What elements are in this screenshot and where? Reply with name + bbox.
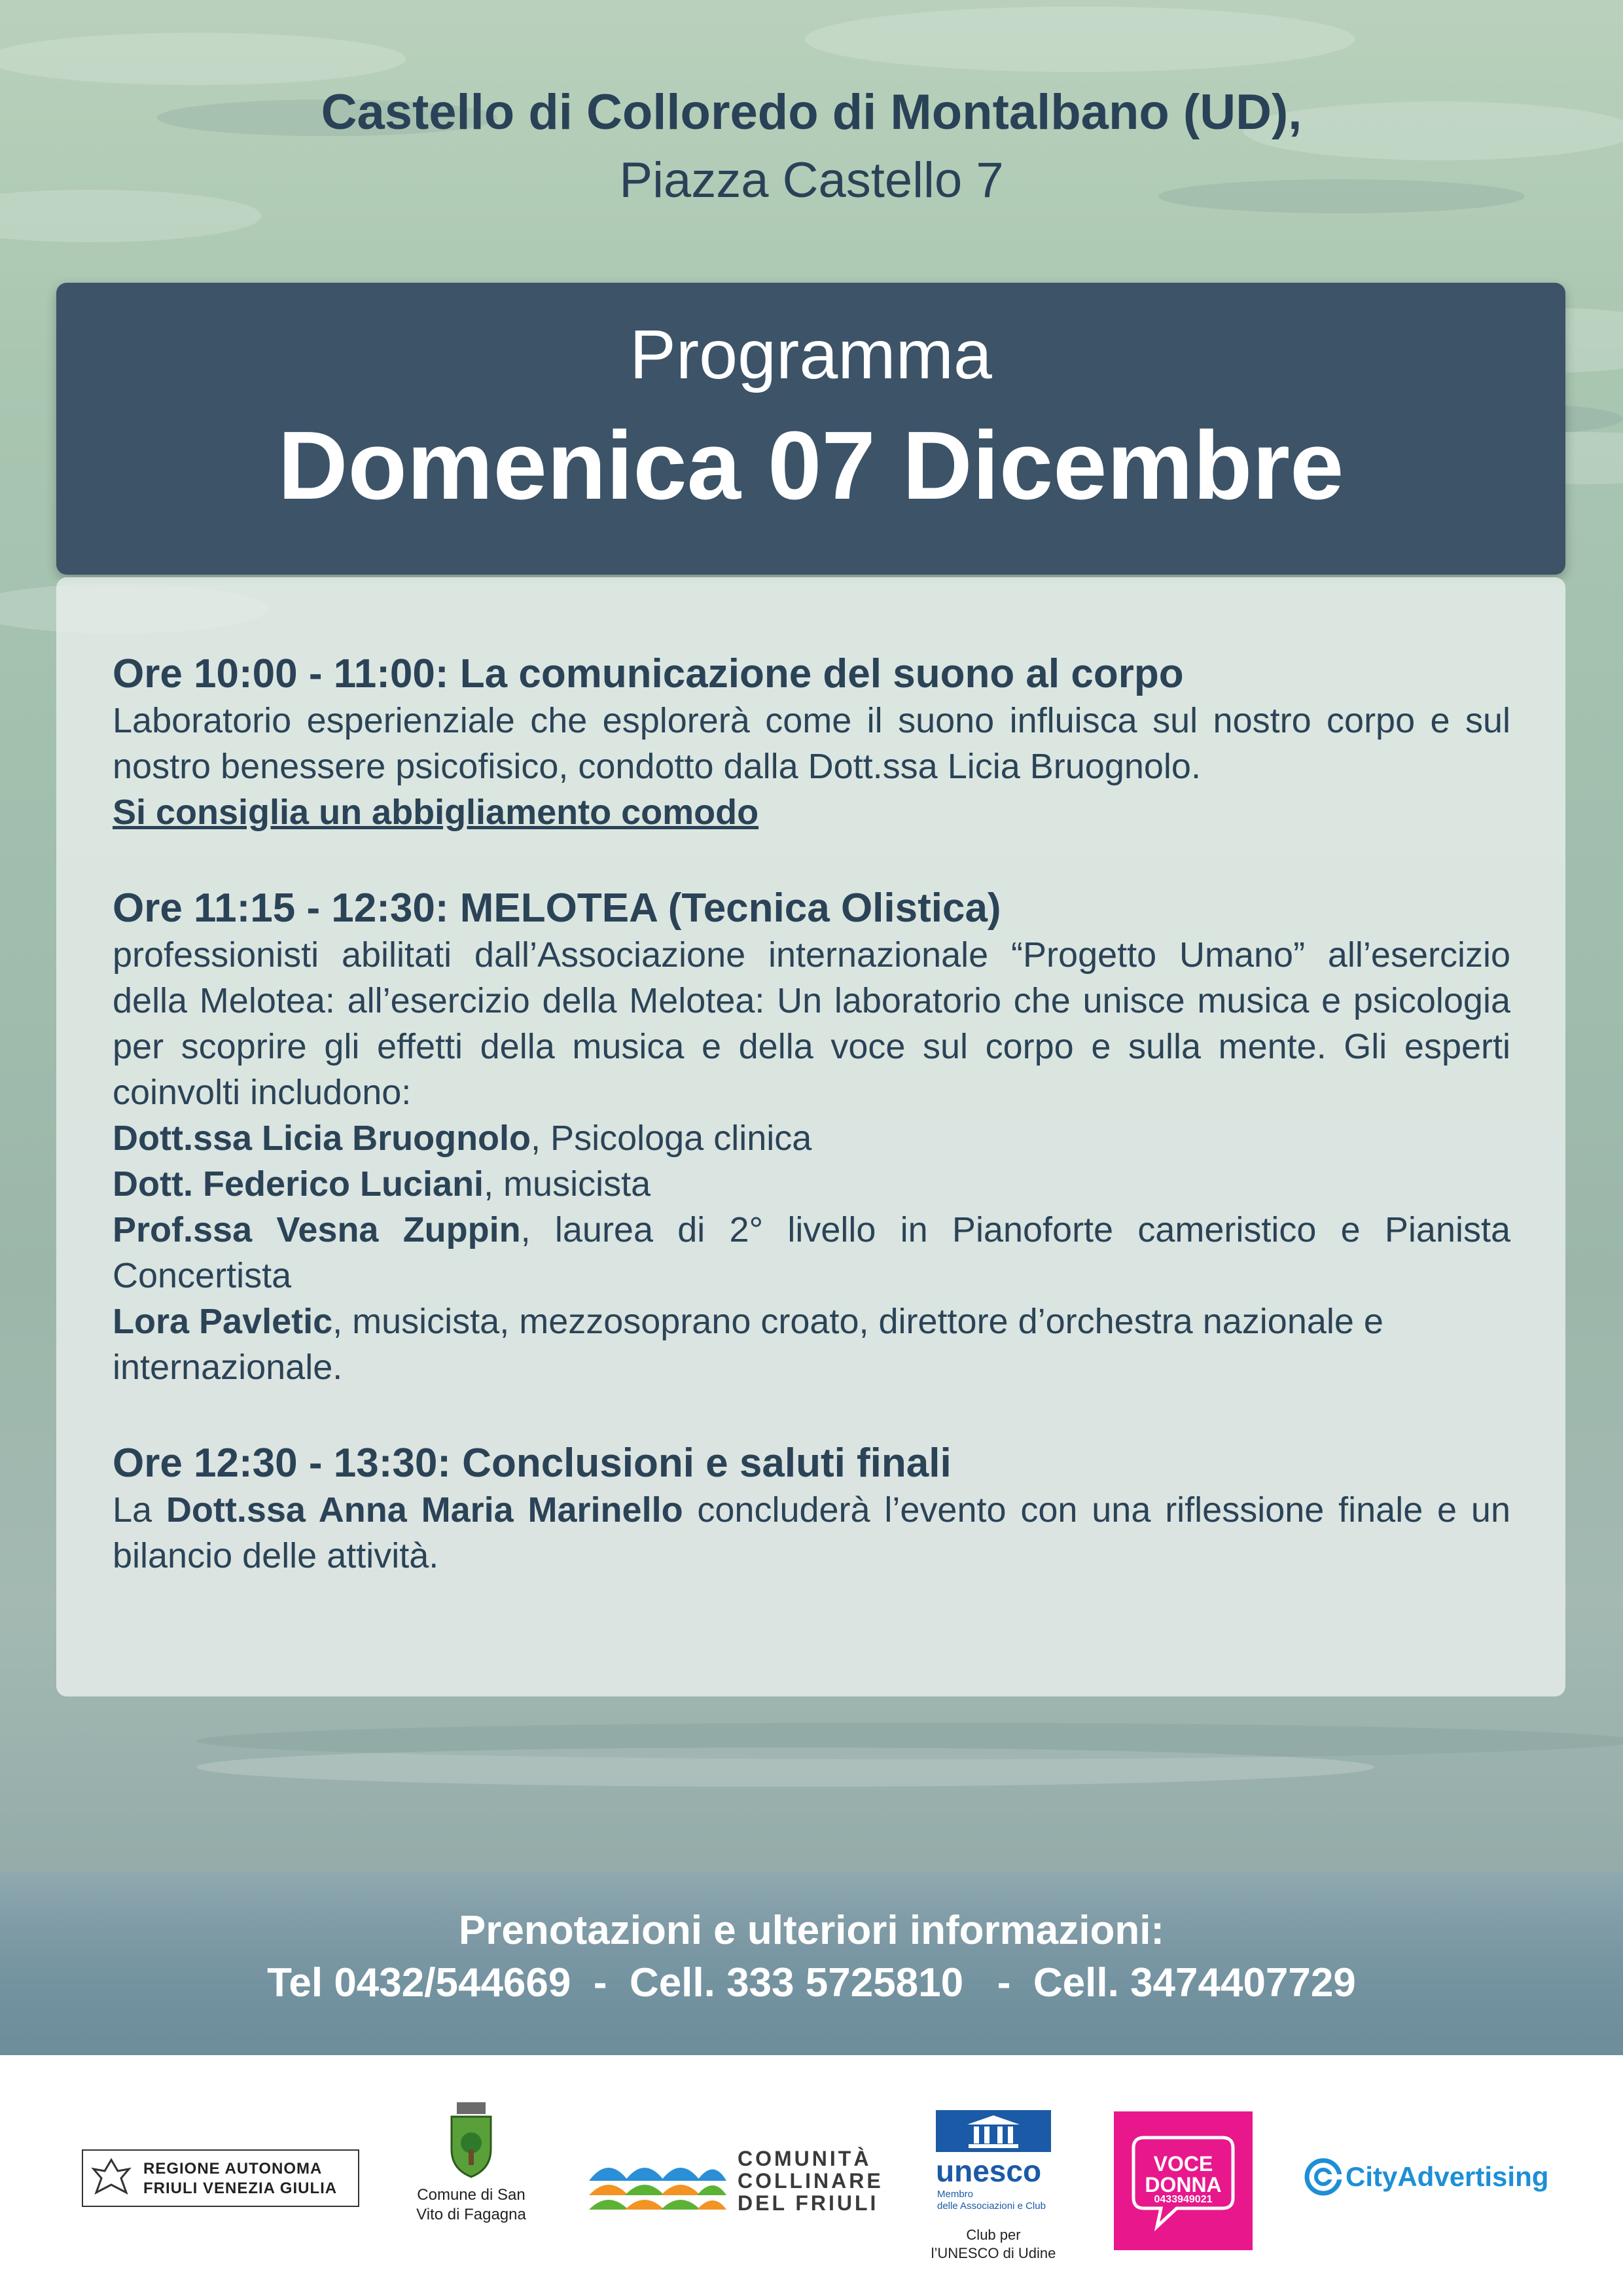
comune-logo	[399, 2097, 543, 2241]
unesco-logo	[921, 2110, 1065, 2274]
unesco-name: unesco	[936, 2154, 1042, 2188]
program-panel	[56, 577, 1565, 1696]
eagle-icon	[88, 2155, 134, 2200]
expert-2-role: , musicista	[484, 1164, 651, 1204]
voce-donna-line1: VOCE	[1153, 2152, 1213, 2176]
expert-1	[113, 1115, 1510, 1161]
session-3-text-before: La	[113, 1490, 166, 1530]
session-3-description	[113, 1487, 1510, 1579]
expert-4	[113, 1299, 1510, 1390]
booking-phones: Tel 0432/544669 - Cell. 333 5725810 - Cell. 3474407729	[267, 1960, 1356, 2005]
session-3-title: Ore 12:30 - 13:30: Conclusioni e saluti finali	[113, 1441, 952, 1486]
event-date: Domenica 07 Dicembre	[277, 412, 1344, 520]
session-2-title: Ore 11:15 - 12:30: MELOTEA (Tecnica Olistica)	[113, 886, 1001, 931]
comune-caption-1: Comune di San	[417, 2186, 526, 2204]
regione-line1: REGIONE AUTONOMA	[143, 2160, 323, 2178]
expert-4-name: Lora Pavletic	[113, 1302, 333, 1341]
comunita-line3: DEL FRIULI	[738, 2191, 879, 2215]
session-3-text-after: concluderà l’evento con una riflessione finale e un bilancio delle attività.	[113, 1490, 1510, 1575]
unesco-sub1: Membro	[937, 2189, 974, 2200]
unesco-caption-2: l’UNESCO di Udine	[931, 2245, 1056, 2261]
expert-3-name: Prof.ssa Vesna Zuppin	[113, 1210, 521, 1249]
unesco-caption-1: Club per	[966, 2227, 1021, 2243]
temple-icon	[921, 2110, 1065, 2156]
booking-title: Prenotazioni e ulteriori informazioni:	[458, 1908, 1165, 1953]
session-1-description: Laboratorio esperienziale che esplorerà come il suono influisca sul nostro corpo e sul nostro benessere psicofisico, condotto dalla Dott.ssa Licia Bruognolo.	[113, 701, 1510, 786]
venue-name: Castello di Colloredo di Montalbano (UD),	[321, 84, 1302, 140]
comunita-line2: COLLINARE	[738, 2169, 883, 2193]
expert-3-role: , laurea di 2° livello in Pianoforte cameristico e Pianista Concertista	[113, 1210, 1511, 1295]
program-text	[113, 651, 1510, 1579]
voce-donna-phone: 0433949021	[1154, 2194, 1213, 2205]
expert-1-name: Dott.ssa Licia Bruognolo	[113, 1119, 531, 1158]
program-header	[56, 283, 1565, 575]
expert-2	[113, 1161, 1510, 1207]
comunita-collinare-logo	[586, 2142, 887, 2214]
unesco-sub2: delle Associazioni e Club	[937, 2200, 1046, 2212]
comunita-line1: COMUNITÀ	[738, 2147, 872, 2170]
comune-caption-2: Vito di Fagagna	[416, 2206, 526, 2223]
expert-1-role: , Psicologa clinica	[531, 1119, 812, 1158]
city-advertising-name: CityAdvertising	[1346, 2161, 1549, 2192]
voce-donna-line2: DONNA	[1145, 2173, 1222, 2197]
venue-address: Piazza Castello 7	[619, 152, 1004, 208]
city-advertising-logo	[1302, 2155, 1564, 2200]
voce-donna-logo	[1114, 2111, 1253, 2250]
session-1-note: Si consiglia un abbigliamento comodo	[113, 793, 759, 832]
hills-icon	[586, 2142, 730, 2214]
expert-2-name: Dott. Federico Luciani	[113, 1164, 484, 1204]
session-2-description: professionisti abilitati dall’Associazione internazionale “Progetto Umano” all’esercizio della Melotea: all’esercizio della Melotea: Un laboratorio che unisce musica e psicologia per scoprire gli effetti della musica e della voce sul corpo e sulla mente. Gli esperti coinvolti includono:	[113, 935, 1510, 1112]
regione-fvg-logo	[82, 2149, 359, 2207]
session-3-speaker: Dott.ssa Anna Maria Marinello	[166, 1490, 683, 1530]
city-advertising-icon	[1302, 2156, 1344, 2198]
program-label: Programma	[630, 316, 992, 393]
coat-of-arms-icon	[399, 2097, 543, 2182]
session-1-title: Ore 10:00 - 11:00: La comunicazione del suono al corpo	[113, 651, 1184, 696]
expert-4-role: , musicista, mezzosoprano croato, direttore d’orchestra nazionale e internazionale.	[113, 1302, 1383, 1387]
regione-line2: FRIULI VENEZIA GIULIA	[143, 2179, 338, 2197]
expert-3	[113, 1207, 1510, 1299]
